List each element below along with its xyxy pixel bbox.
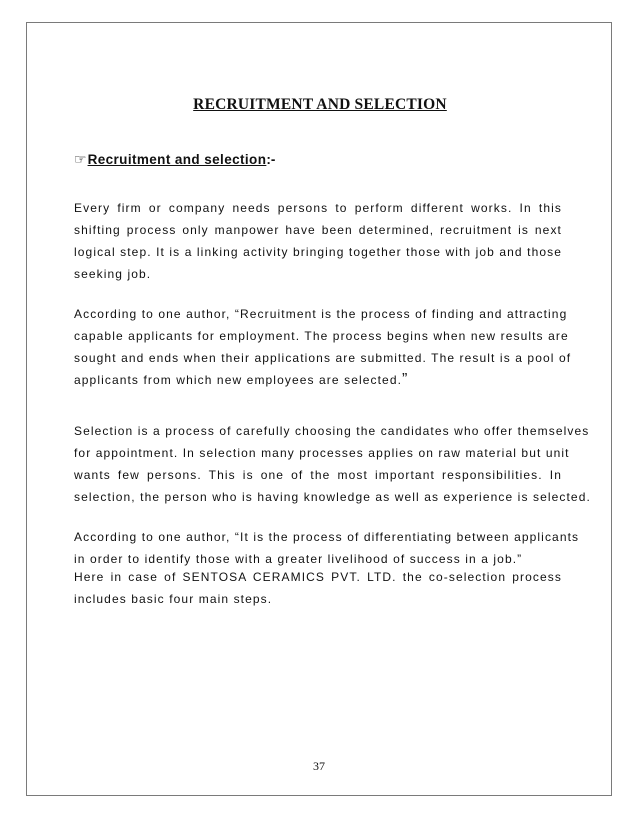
paragraph-line: sought and ends when their applications are submitted. The result is a pool of [74,351,572,365]
paragraph-line: Selection is a process of carefully choosing the candidates who offer themselves [74,424,590,438]
paragraph-line: logical step. It is a linking activity bringing together those with job and those [74,245,562,259]
paragraph-1 [74,197,562,285]
paragraph-line: in order to identify those with a greater livelihood of success in a job.” [74,552,523,566]
paragraph-line: wants few persons. This is one of the most important responsibilities. In [74,468,562,482]
paragraph-line: According to one author, “It is the process of differentiating between applicants [74,530,580,544]
closing-quote: ” [402,371,408,388]
section-heading [74,151,275,168]
paragraph-line-with-quote [74,369,562,391]
paragraph-line: Here in case of SENTOSA CERAMICS PVT. LTD. the co-selection process [74,570,562,584]
section-heading-text: Recruitment and selection [87,152,267,167]
paragraph-line: for appointment. In selection many processes applies on raw material but unit [74,446,570,460]
paragraph-line: Every firm or company needs persons to perform different works. In this [74,201,562,215]
paragraph-line: selection, the person who is having knowledge as well as experience is selected. [74,490,591,504]
page-border [26,22,612,796]
paragraph-line: According to one author, “Recruitment is the process of finding and attracting [74,307,568,321]
paragraph-line: applicants from which new employees are selected. [74,373,403,387]
paragraph-line: seeking job. [74,267,152,281]
pointing-hand-icon: ☞ [74,151,87,167]
paragraph-2 [74,303,572,391]
page-number: 37 [313,759,325,773]
section-heading-suffix: :- [266,152,276,167]
paragraph-3 [74,420,591,508]
paragraph-line: includes basic four main steps. [74,592,273,606]
paragraph-line: shifting process only manpower have been determined, recruitment is next [74,223,562,237]
paragraph-4 [74,526,580,610]
page-title: RECRUITMENT AND SELECTION [193,96,447,113]
paragraph-line: capable applicants for employment. The process begins when new results are [74,329,569,343]
